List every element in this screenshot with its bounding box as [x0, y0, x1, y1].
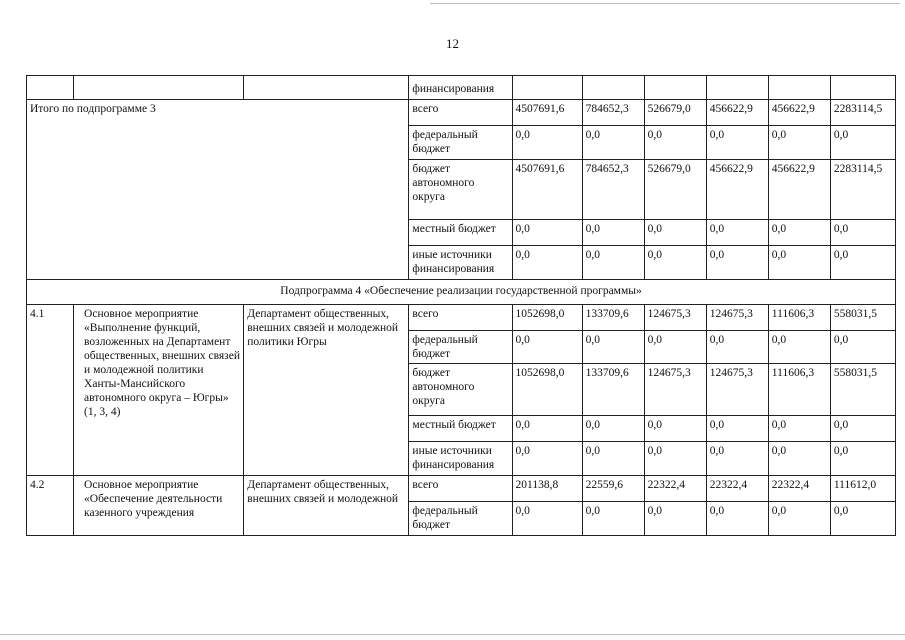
value-cell: 0,0 — [768, 442, 830, 476]
value-cell: 0,0 — [706, 331, 768, 364]
value-cell: 0,0 — [830, 220, 895, 246]
source-label: бюджет автономного округа — [409, 364, 512, 416]
value-cell: 0,0 — [830, 126, 895, 160]
value-cell: 0,0 — [706, 416, 768, 442]
value-cell: 0,0 — [582, 416, 644, 442]
value-cell: 0,0 — [512, 126, 582, 160]
value-cell: 111606,3 — [768, 364, 830, 416]
value-cell: 0,0 — [830, 331, 895, 364]
continuation-cell-name — [74, 76, 244, 100]
value-cell: 0,0 — [706, 502, 768, 536]
continuation-row — [27, 76, 896, 100]
item-number: 4.1 — [27, 305, 74, 476]
value-cell: 0,0 — [644, 442, 706, 476]
value-cell: 124675,3 — [706, 364, 768, 416]
source-label: финансирования — [409, 76, 512, 100]
value-cell: 0,0 — [644, 246, 706, 280]
value-cell: 0,0 — [706, 246, 768, 280]
value-cell: 0,0 — [768, 126, 830, 160]
source-label: федеральный бюджет — [409, 331, 512, 364]
item-4-2-section — [27, 476, 896, 536]
value-cell: 0,0 — [768, 502, 830, 536]
funding-row — [27, 476, 896, 502]
source-label: всего — [409, 476, 512, 502]
value-cell: 0,0 — [582, 502, 644, 536]
value-cell: 124675,3 — [706, 305, 768, 331]
subprogram-total-label: Итого по подпрограмме 3 — [27, 100, 409, 280]
value-cell: 0,0 — [830, 246, 895, 280]
value-cell: 0,0 — [830, 442, 895, 476]
value-cell: 0,0 — [582, 442, 644, 476]
value-cell: 0,0 — [768, 331, 830, 364]
source-label: иные источники финансирования — [409, 442, 512, 476]
item-number: 4.2 — [27, 476, 74, 536]
value-cell: 0,0 — [512, 442, 582, 476]
value-cell: 0,0 — [830, 416, 895, 442]
subprogram3-total-section — [27, 100, 896, 280]
value-cell: 1052698,0 — [512, 364, 582, 416]
value-cell: 784652,3 — [582, 100, 644, 126]
value-cell: 0,0 — [706, 442, 768, 476]
value-cell: 22322,4 — [768, 476, 830, 502]
value-cell: 0,0 — [706, 126, 768, 160]
value-cell: 0,0 — [512, 220, 582, 246]
value-cell: 22322,4 — [706, 476, 768, 502]
value-cell: 2283114,5 — [830, 100, 895, 126]
value-cell: 0,0 — [582, 331, 644, 364]
value-cell: 0,0 — [512, 246, 582, 280]
value-cell: 0,0 — [830, 502, 895, 536]
value-cell: 1052698,0 — [512, 305, 582, 331]
value-cell: 4507691,6 — [512, 160, 582, 220]
page-number: 12 — [446, 36, 459, 51]
value-cell: 558031,5 — [830, 364, 895, 416]
value-cell: 133709,6 — [582, 364, 644, 416]
continuation-cell-number — [27, 76, 74, 100]
value-cell: 124675,3 — [644, 305, 706, 331]
source-label: всего — [409, 305, 512, 331]
value-cell: 456622,9 — [768, 160, 830, 220]
budget-table — [26, 75, 896, 536]
item-name: Основное мероприятие «Выполнение функций, возложенных на Департамент общественных, внешних связей и молодежной политики Ханты-Мансийского автономного округа – Югры» (1, 3, 4) — [74, 305, 244, 476]
value-cell: 0,0 — [768, 220, 830, 246]
value-cell: 0,0 — [512, 416, 582, 442]
scan-artifact-top — [430, 3, 900, 4]
value-cell: 784652,3 — [582, 160, 644, 220]
value-cell: 0,0 — [644, 416, 706, 442]
value-cell: 0,0 — [582, 220, 644, 246]
value-cell: 526679,0 — [644, 100, 706, 126]
value-cell: 111606,3 — [768, 305, 830, 331]
value-cell: 0,0 — [768, 416, 830, 442]
value-cell: 2283114,5 — [830, 160, 895, 220]
value-cell: 0,0 — [644, 126, 706, 160]
value-cell: 0,0 — [512, 502, 582, 536]
source-label: иные источники финансирования — [409, 246, 512, 280]
source-label: местный бюджет — [409, 220, 512, 246]
value-cell: 0,0 — [644, 331, 706, 364]
value-cell: 0,0 — [706, 220, 768, 246]
scan-artifact-bottom — [0, 634, 905, 635]
value-cell: 124675,3 — [644, 364, 706, 416]
value-cell: 133709,6 — [582, 305, 644, 331]
item-executor: Департамент общественных, внешних связей и молодежной политики Югры — [244, 305, 409, 476]
value-cell: 0,0 — [768, 246, 830, 280]
value-cell: 22559,6 — [582, 476, 644, 502]
value-cell: 456622,9 — [706, 100, 768, 126]
subprogram4-heading: Подпрограмма 4 «Обеспечение реализации государственной программы» — [27, 280, 896, 305]
budget-table-container — [26, 75, 896, 536]
source-label: всего — [409, 100, 512, 126]
source-label: федеральный бюджет — [409, 126, 512, 160]
item-name: Основное мероприятие «Обеспечение деятельности казенного учреждения — [74, 476, 244, 536]
value-cell: 0,0 — [512, 331, 582, 364]
value-cell: 22322,4 — [644, 476, 706, 502]
value-cell: 0,0 — [644, 502, 706, 536]
subprogram4-heading-row — [27, 280, 896, 305]
source-label: федеральный бюджет — [409, 502, 512, 536]
value-cell: 0,0 — [582, 246, 644, 280]
funding-row — [27, 100, 896, 126]
value-cell: 0,0 — [644, 220, 706, 246]
item-4-1-section — [27, 305, 896, 476]
funding-row — [27, 305, 896, 331]
value-cell: 111612,0 — [830, 476, 895, 502]
value-cell: 558031,5 — [830, 305, 895, 331]
item-executor: Департамент общественных, внешних связей и молодежной — [244, 476, 409, 536]
value-cell: 4507691,6 — [512, 100, 582, 126]
continuation-cell-executor — [244, 76, 409, 100]
value-cell: 456622,9 — [706, 160, 768, 220]
value-cell: 201138,8 — [512, 476, 582, 502]
value-cell: 456622,9 — [768, 100, 830, 126]
value-cell: 526679,0 — [644, 160, 706, 220]
source-label: местный бюджет — [409, 416, 512, 442]
source-label: бюджет автономного округа — [409, 160, 512, 220]
value-cell: 0,0 — [582, 126, 644, 160]
